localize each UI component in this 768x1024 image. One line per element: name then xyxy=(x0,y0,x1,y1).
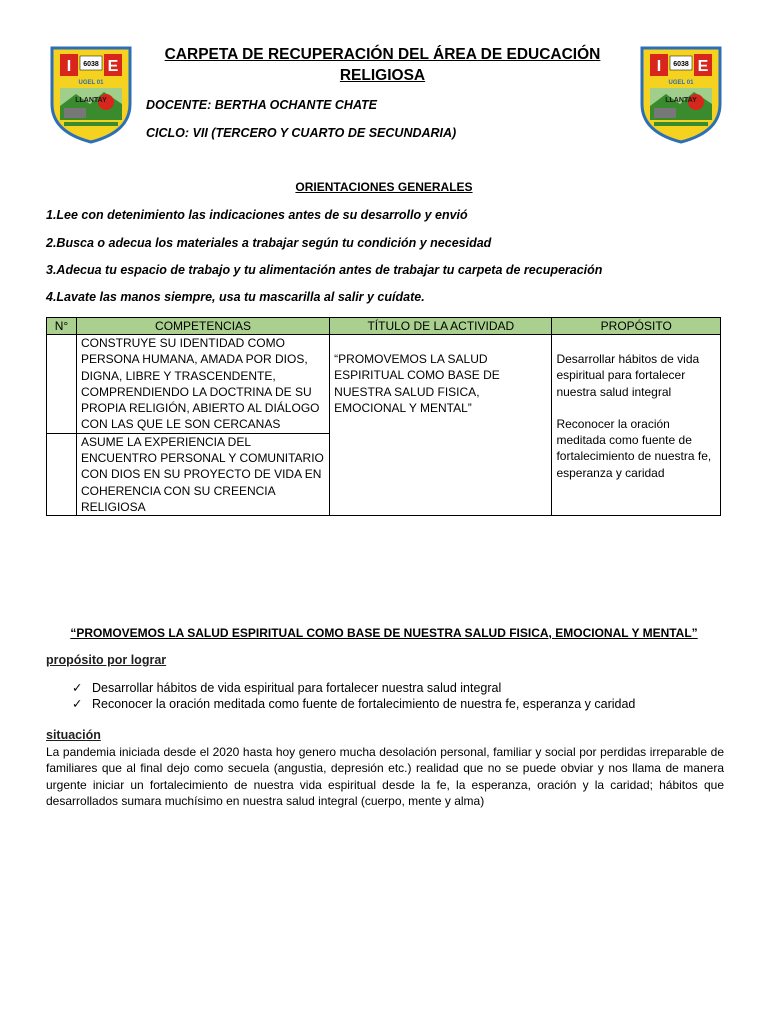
cell-competencia: ASUME LA EXPERIENCIA DEL ENCUENTRO PERSONAL Y COMUNITARIO CON DIOS EN SU PROYECTO DE VIDA EN COHERENCIA CON SU CREENCIA RELIGIOSA xyxy=(76,433,329,515)
cell-proposito xyxy=(552,335,721,516)
orientacion-item: 2.Busca o adecua los materiales a trabajar según tu condición y necesidad xyxy=(46,236,492,250)
proposito-item xyxy=(72,696,635,711)
header-competencias: COMPETENCIAS xyxy=(76,318,329,335)
logo-name: LLANTAY xyxy=(75,97,107,104)
ciclo-line: CICLO: VII (TERCERO Y CUARTO DE SECUNDARIA) xyxy=(146,126,457,140)
orientacion-item: 4.Lavate las manos siempre, usa tu mascarilla al salir y cuídate. xyxy=(46,290,425,304)
cell-titulo: “PROMOVEMOS LA SALUD ESPIRITUAL COMO BASE DE NUESTRA SALUD FISICA, EMOCIONAL Y MENTAL” xyxy=(330,335,552,516)
logo-letter-left: I xyxy=(66,58,72,75)
proposito-heading: propósito por lograr xyxy=(46,653,167,667)
document-title xyxy=(130,44,635,86)
docente-line: DOCENTE: BERTHA OCHANTE CHATE xyxy=(146,98,378,112)
header-proposito: PROPÓSITO xyxy=(552,318,721,335)
orientacion-item: 3.Adecua tu espacio de trabajo y tu alimentación antes de trabajar tu carpeta de recuperación xyxy=(46,263,603,277)
school-logo-left xyxy=(46,44,136,144)
proposito-text: Desarrollar hábitos de vida espiritual para fortalecer nuestra salud integral xyxy=(556,352,700,399)
situacion-paragraph: La pandemia iniciada desde el 2020 hasta hoy genero mucha desolación personal, familiar y social por perdidas irreparable de familiares que al final dejo como secuela (angustia, depresión etc.) realidad que no se puede obviar y nos llama de manera urgente iniciar un fortalecimiento de nuestra vida espiritual desde la fe, la esperanza, oración y la caridad; hábitos que desarrollados sumara muchísimo en nuestra salud integral (cuerpo, mente y alma) xyxy=(46,745,724,808)
orientacion-item: 1.Lee con detenimiento las indicaciones antes de su desarrollo y envió xyxy=(46,208,468,222)
cell-competencia: CONSTRUYE SU IDENTIDAD COMO PERSONA HUMANA, AMADA POR DIOS, DIGNA, LIBRE Y TRASCENDENTE, COMPRENDIENDO LA DOCTRINA DE SU PROPIA RELIGIÓN, ABIERTO AL DIÁLOGO CON LAS QUE LE SON CERCANAS xyxy=(76,335,329,434)
logo-letter-left: I xyxy=(656,58,662,75)
cell-numero xyxy=(47,433,77,515)
school-logo-right xyxy=(636,44,726,144)
logo-ugel: UGEL 01 xyxy=(78,80,104,86)
header-numero: N° xyxy=(47,318,77,335)
check-icon: ✓ xyxy=(72,681,83,695)
logo-number: 6038 xyxy=(83,61,99,68)
logo-number: 6038 xyxy=(673,61,689,68)
title-line-2: RELIGIOSA xyxy=(339,67,426,84)
table-header-row xyxy=(47,318,721,335)
proposito-text: Reconocer la oración meditada como fuente de fortalecimiento de nuestra fe, esperanza y caridad xyxy=(556,416,712,480)
table-row xyxy=(47,335,721,434)
orientaciones-heading: ORIENTACIONES GENERALES xyxy=(295,180,473,194)
logo-letter-right: E xyxy=(697,58,709,75)
logo-name: LLANTAY xyxy=(665,97,697,104)
cell-numero xyxy=(47,335,77,434)
logo-ugel: UGEL 01 xyxy=(668,80,694,86)
proposito-item-text: Desarrollar hábitos de vida espiritual para fortalecer nuestra salud integral xyxy=(92,681,502,695)
proposito-item-text: Reconocer la oración meditada como fuente de fortalecimiento de nuestra fe, esperanza y caridad xyxy=(92,697,636,711)
logo-letter-right: E xyxy=(107,58,119,75)
header-titulo: TÍTULO DE LA ACTIVIDAD xyxy=(330,318,552,335)
check-icon: ✓ xyxy=(72,697,83,711)
situacion-heading: situación xyxy=(46,728,101,742)
competencias-table xyxy=(46,317,721,516)
title-line-1: CARPETA DE RECUPERACIÓN DEL ÁREA DE EDUCACIÓN xyxy=(164,46,601,63)
activity-title: “PROMOVEMOS LA SALUD ESPIRITUAL COMO BASE DE NUESTRA SALUD FISICA, EMOCIONAL Y MENTAL” xyxy=(70,626,698,640)
proposito-item xyxy=(72,680,501,695)
